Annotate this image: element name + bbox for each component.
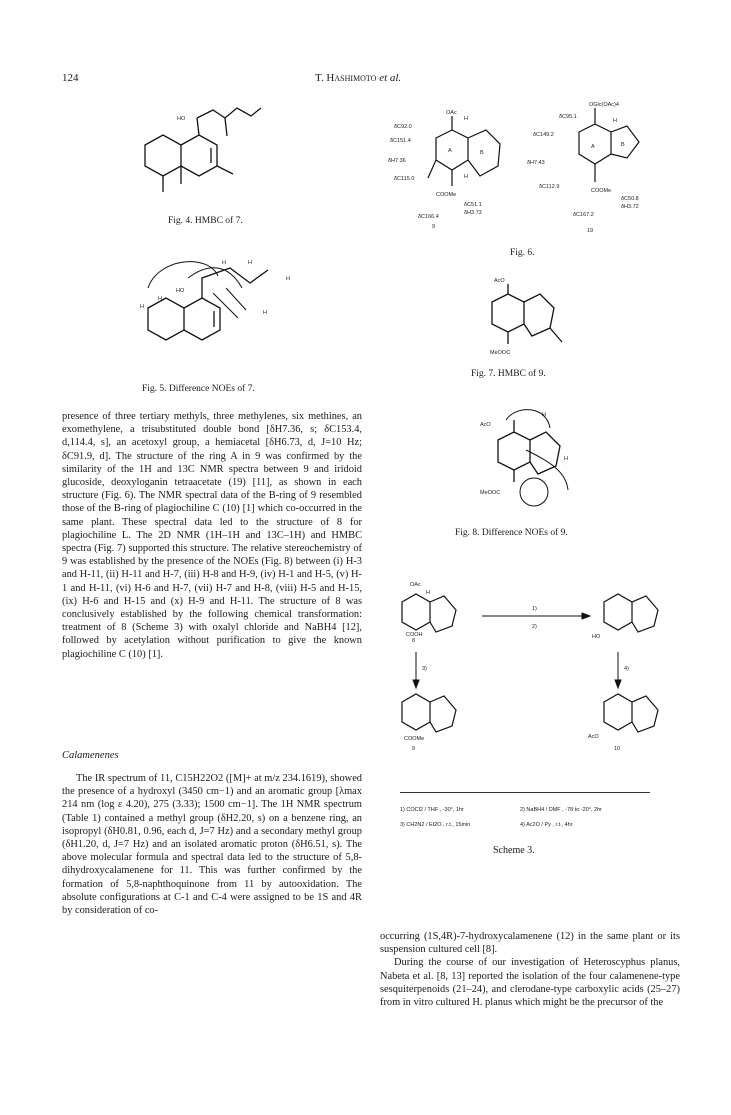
fig8-label-2: H	[542, 412, 546, 418]
fig6-9-label-7: δC115.0	[394, 176, 415, 182]
fig6-19-label-1: δC95.1	[559, 114, 577, 120]
right-column	[380, 930, 680, 1009]
fig8-label-1: MeOOC	[480, 490, 501, 496]
fig6-19-label-9: δC50.8	[621, 196, 639, 202]
right-paragraph-2: During the course of our investigation of Heteroscyphus planus, Nabeta et al. [8, 13] reported the isolation of the four calamenene-type sesquiterpenoids (21–24), and clerodane-type carboxylic acids (25–27) from in vitro cultured H. planus which might be the precursor of the	[380, 957, 680, 1009]
fig6-compound19	[523, 96, 653, 241]
fig6-19-label-0: OGlc(OAc)4	[589, 102, 619, 108]
fig6-9-label-1: OAc	[446, 110, 457, 116]
scheme3-compound-10: 10	[614, 746, 621, 752]
left-paragraph-1: presence of three tertiary methyls, three methylenes, six methines, an exomethylene, a trisubstituted double bond [δH7.36, s; δC153.4, d,114.4, s], an acetoxyl group, a hemiacetal [δH6.73, d, J=10 Hz; δC91.9, d]. The structure of the ring A in 9 was confirmed by the similarity of the 1H and 13C NMR spectra between 9 and iridoid glucoside, deoxyloganin tetraacetate (19) [11], as shown in each structure (Fig. 6). The NMR spectral data of the B-ring of 9 resembled those of the B-ring of plagiochiline C (10) [1] which co-occurred in the same plant. These spectral data led to the structure of 8 for plagiochiline L. The 2D NMR (1H–1H and 13C–1H) and HMBC spectra (Fig. 7) supported this structure. The relative stereochemistry of 9 was established by the presence of the NOEs (Fig. 8) between (i) H-3 and H-11, (ii) H-11 and H-7, (iii) H-8 and H-9, (iv) H-1 and H-5, (v) H-1 and H-11, (vi) H-6 and H-7, (vii) H-7 and H-8, (viii) H-5 and H-15, (ix) H-6 and H-15 and (x) H-9 and H-11. The structure of 8 was conclusively established by the following chemical transformation: treatment of 8 (Scheme 3) with oxalyl chloride and NaBH4 [12], followed by acetylation without purification to give the known plagiochiline C (10) [1].	[62, 411, 362, 660]
fig6-19-label-4: B	[621, 142, 625, 148]
fig4-label-0: HO	[177, 116, 186, 122]
scheme3-compound-9: 9	[412, 746, 416, 752]
fig5-label-6: H	[263, 310, 267, 316]
fig5-label-3: HO	[176, 288, 185, 294]
scheme3-group-1: COOH	[406, 632, 423, 638]
fig4-structure	[135, 100, 285, 200]
scheme3-group-0: OAc	[410, 582, 421, 588]
scheme3-arrow-label-2: 3)	[422, 666, 427, 672]
running-head-etal: et al.	[379, 72, 402, 84]
fig8-label-0: AcO	[480, 422, 491, 428]
running-head	[315, 72, 401, 84]
scheme3-arrow-label-3: 4)	[624, 666, 629, 672]
fig6-9-label-10: δC51.1	[464, 202, 482, 208]
fig6-9-label-4: A	[448, 148, 452, 154]
fig6-9-label-3: δC151.4	[390, 138, 411, 144]
scheme3-arrow-label-0: 1)	[532, 606, 537, 612]
fig7-caption: Fig. 7. HMBC of 9.	[471, 369, 546, 379]
left-column	[62, 410, 362, 661]
fig8-caption: Fig. 8. Difference NOEs of 9.	[455, 528, 568, 538]
right-paragraph-1: occurring (1S,4R)-7-hydroxycalamenene (12) in the same plant or its suspension cultured cell [8].	[380, 931, 680, 956]
scheme3-arrow-label-1: 2)	[532, 624, 537, 630]
fig5-label-1: H	[248, 260, 252, 266]
running-head-author: T. Hashimoto	[315, 72, 377, 84]
fig6-compound19-num: 19	[587, 228, 594, 234]
scheme3-reagent-1: 1) COCl2 / THF , -30°, 1hr	[400, 807, 464, 813]
fig6-19-label-6: δH7.43	[527, 160, 545, 166]
fig6-19-label-2: δC149.2	[533, 132, 554, 138]
fig6-19-label-3: A	[591, 144, 595, 150]
fig7-structure	[470, 272, 570, 362]
fig6-compound9	[388, 106, 508, 231]
scheme3-caption: Scheme 3.	[493, 845, 535, 856]
scheme3-group-4: AcO	[588, 734, 599, 740]
fig7-label-0: AcO	[494, 278, 505, 284]
left-paragraph-2: The IR spectrum of 11, C15H22O2 ([M]+ at m/z 234.1619), showed the presence of a hydroxyl (3450 cm−1) and an aromatic group [λmax 214 nm (log ε 4.20), 275 (3.33); 1500 cm−1]. The 1H NMR spectrum (Table 1) contained a methyl group (δH2.20, s) on a benzene ring, an isopropyl (δH0.81, 0.96, each d, J=7 Hz) and a secondary methyl group (δH1.20, d, J=7 Hz) and an isolated aromatic proton (δH6.51, s). The above molecular formula and spectral data led to the structure of 5,8-dihydroxycalamenene for 11. This was further confirmed by the formation of 5,8-naphthoquinone from 11 by autooxidation. The absolute configurations at C-1 and C-4 were assigned to be 1S and 4R by consideration of co-	[62, 773, 362, 917]
fig6-9-label-5: B	[480, 150, 484, 156]
fig7-label-1: MeOOC	[490, 350, 511, 356]
scheme3-reagent-4: 4) Ac2O / Py , r.t., 4hr	[520, 822, 573, 828]
fig5-label-0: H	[222, 260, 226, 266]
fig8-structure	[476, 400, 586, 515]
fig6-19-label-8: COOMe	[591, 188, 612, 194]
fig6-9-label-11: δH3.73	[464, 210, 482, 216]
fig6-19-label-7: δC112.9	[539, 184, 560, 190]
page-number: 124	[62, 72, 79, 84]
fig6-compound9-num: 9	[432, 224, 436, 230]
scheme3-diagram	[382, 572, 682, 764]
fig5-label-4: H	[140, 304, 144, 310]
fig6-19-label-11: δC167.2	[573, 212, 594, 218]
fig8-label-3: H	[564, 456, 568, 462]
scheme3-group-3: COOMe	[404, 736, 425, 742]
left-column-2	[62, 772, 362, 917]
scheme3-rule	[400, 792, 650, 793]
fig5-label-2: H	[286, 276, 290, 282]
fig6-19-label-10: δH3.72	[621, 204, 639, 210]
fig5-caption: Fig. 5. Difference NOEs of 7.	[142, 384, 255, 394]
fig5-label-5: H	[158, 296, 162, 302]
fig6-9-label-2: H	[464, 116, 468, 122]
scheme3-reagent-3: 3) CH2N2 / Et2O , r.t., 15min	[400, 822, 471, 828]
fig5-structure	[118, 248, 303, 368]
scheme3-reagent-2: 2) NaBH4 / DMF , -78 to -20°, 2hr	[520, 807, 602, 813]
fig6-19-label-5: H	[613, 118, 617, 124]
fig6-9-label-8: COOMe	[436, 192, 457, 198]
section-title: Calamenenes	[62, 750, 119, 761]
scheme3-group-2: HO	[592, 634, 601, 640]
fig6-9-label-0: δC92.0	[394, 124, 412, 130]
scheme3-compound-8: 8	[412, 638, 416, 644]
fig6-caption: Fig. 6.	[510, 248, 535, 258]
fig6-9-label-12: δC166.4	[418, 214, 439, 220]
fig4-caption: Fig. 4. HMBC of 7.	[168, 216, 243, 226]
fig6-9-label-6: δH7.36	[388, 158, 406, 164]
scheme3-group-5: H	[426, 590, 430, 596]
fig6-9-label-9: H	[464, 174, 468, 180]
